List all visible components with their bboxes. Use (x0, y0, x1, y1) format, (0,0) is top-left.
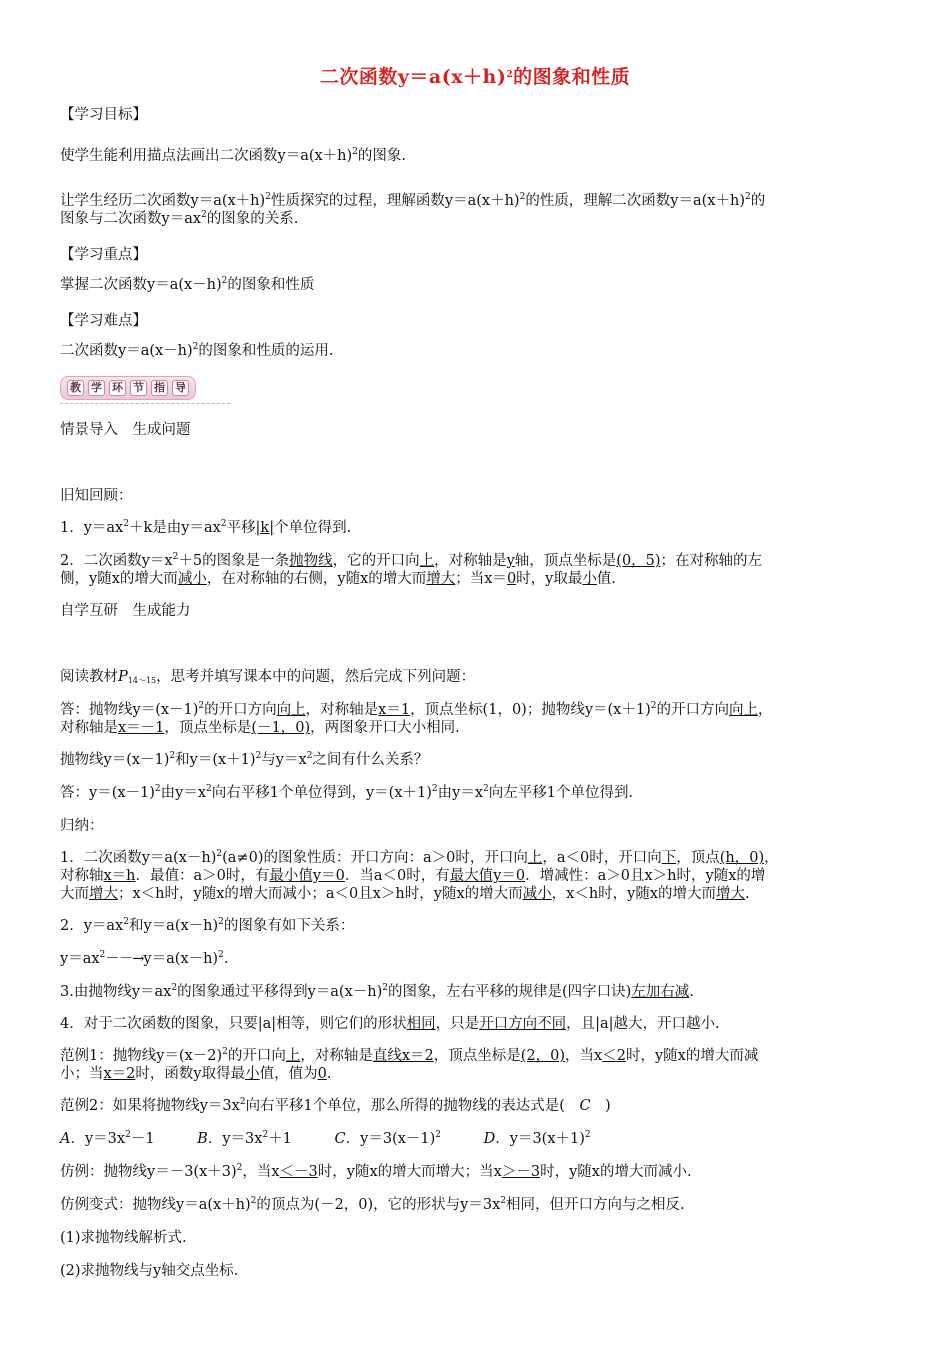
goal-2-line2: 图象与二次函数$y=ax^2$的图象的关系. (60, 210, 299, 227)
imitation-example: 仿例：抛物线$y=-3(x+3)^2$，当x＜－3时，y随x的增大而增大；当x＞－3时，y随x的增大而减小. (60, 1163, 692, 1180)
option-c: C．$y=3(x-1)^2$ (334, 1130, 441, 1147)
banner-char: 学 (88, 380, 105, 396)
variant-sub2: (2)求抛物线与y轴交点坐标. (60, 1263, 239, 1279)
banner-char: 教 (67, 380, 84, 396)
goal-2-line1: 让学生经历二次函数$y=a(x+h)^2$性质探究的过程，理解函数$y=a(x+h)^2$的性质，理解二次函数$y=a(x+h)^2$的 (60, 192, 766, 209)
summary-p4: 4．对于二次函数的图象，只要|a|相等，则它们的形状相同，只是开口方向不同，且|a|越大，开口越小. (60, 1016, 720, 1032)
option-b: B．$y=3x^2+1$ (197, 1130, 292, 1147)
example2: 范例2：如果将抛物线$y=3x^2$向右平移1个单位，那么所得的抛物线的表达式是( C ) (60, 1097, 611, 1114)
difficulty-1: 二次函数$y=a(x-h)^2$的图象和性质的运用. (60, 342, 334, 359)
reading-answer1-line2: 对称轴是x＝－1，顶点坐标是(－1，0)，两图象开口大小相同. (60, 720, 460, 736)
review-q2-line2: 侧，y随x的增大而减小，在对称轴的右侧，y随x的增大而增大；当x＝0时，y取最小值. (60, 571, 616, 587)
intro-heading: 情景导入 生成问题 (60, 422, 191, 438)
option-d: D．$y=3(x+1)^2$ (483, 1130, 591, 1147)
review-heading: 旧知回顾： (60, 488, 133, 504)
banner-char: 指 (151, 380, 168, 396)
banner-char: 节 (130, 380, 147, 396)
example1-line1: 范例1：抛物线$y=(x-2)^2$的开口向上，对称轴是直线x＝2，顶点坐标是(2，0)，当x＜2时，y随x的增大而减 (60, 1047, 759, 1064)
self-study-heading: 自学互研 生成能力 (60, 603, 191, 619)
summary-p1-line2: 对称轴x＝h．最值：a＞0时，有最小值y＝0．当a＜0时，有最大值y＝0．增减性：a＞0且x＞h时，y随x的增 (60, 868, 766, 884)
example1-line2: 小；当x＝2时，函数y取得最小值，值为0. (60, 1066, 332, 1082)
review-q1: 1．$y=ax^2+k$是由$y=ax^2$平移|k|个单位得到. (60, 519, 352, 536)
teaching-guide-banner (60, 376, 230, 404)
variant-example: 仿例变式：抛物线$y=a(x+h)^2$的顶点为(－2，0)，它的形状与$y=3x^2$相同，但开口方向与之相反. (60, 1196, 685, 1213)
example2-options (60, 1130, 629, 1148)
reading-prompt: 阅读教材$P_{14\sim 15}$，思考并填写课本中的问题，然后完成下列问题： (60, 669, 476, 685)
goal-1: 使学生能利用描点法画出二次函数$y=a(x+h)^2$的图象. (60, 147, 407, 164)
reading-question2: 抛物线$y=(x-1)^2$和$y=(x+1)^2$与$y=x^2$之间有什么关系？ (60, 751, 429, 768)
document-page (60, 60, 890, 103)
summary-p1-line3: 大而增大；x＜h时，y随x的增大而减小；a＜0且x＞h时，y随x的增大而减小，x＜h时，y随x的增大而增大. (60, 886, 750, 902)
variant-sub1: (1)求抛物线解析式. (60, 1230, 187, 1246)
option-a: A．$y=3x^2-1$ (60, 1130, 155, 1147)
summary-p1-line1: 1．二次函数$y=a(x-h)^2(a\ne 0)$的图象性质：开口方向：a＞0时，开口向上，a＜0时，开口向下，顶点(h，0)， (60, 849, 779, 866)
summary-p2: 2．$y=ax^2$和$y=a(x-h)^2$的图象有如下关系： (60, 917, 355, 934)
reading-answer2: 答：$y=(x-1)^2$由$y=x^2$向右平移1个单位得到，$y=(x+1)^2$由$y=x^2$向左平移1个单位得到. (60, 784, 634, 801)
key-1: 掌握二次函数$y=a(x-h)^2$的图象和性质 (60, 276, 315, 293)
difficulty-heading: 【学习难点】 (60, 313, 147, 329)
goals-heading: 【学习目标】 (60, 107, 147, 123)
reading-answer1-line1: 答：抛物线$y=(x-1)^2$的开口方向向上，对称轴是x＝1，顶点坐标(1，0)；抛物线$y=(x+1)^2$的开口方向向上， (60, 701, 773, 718)
banner-char: 环 (109, 380, 126, 396)
page-title: 二次函数$y=a(x+h)^2$的图象和性质 (319, 66, 631, 88)
review-q2-line1: 2．二次函数$y=x^2+5$的图象是一条抛物线，它的开口向上，对称轴是y轴，顶点坐标是(0，5)；在对称轴的左 (60, 552, 763, 569)
summary-p2-relation: $y=ax^2--\to y=a(x-h)^2$. (60, 950, 229, 967)
key-heading: 【学习重点】 (60, 247, 147, 263)
banner-divider (60, 403, 230, 404)
summary-p3: 3.由抛物线$y=ax^2$的图象通过平移得到$y=a(x-h)^2$的图象，左右平移的规律是(四字口诀)左加右减. (60, 983, 694, 1000)
banner-char: 导 (172, 380, 189, 396)
summary-heading: 归纳： (60, 818, 104, 834)
